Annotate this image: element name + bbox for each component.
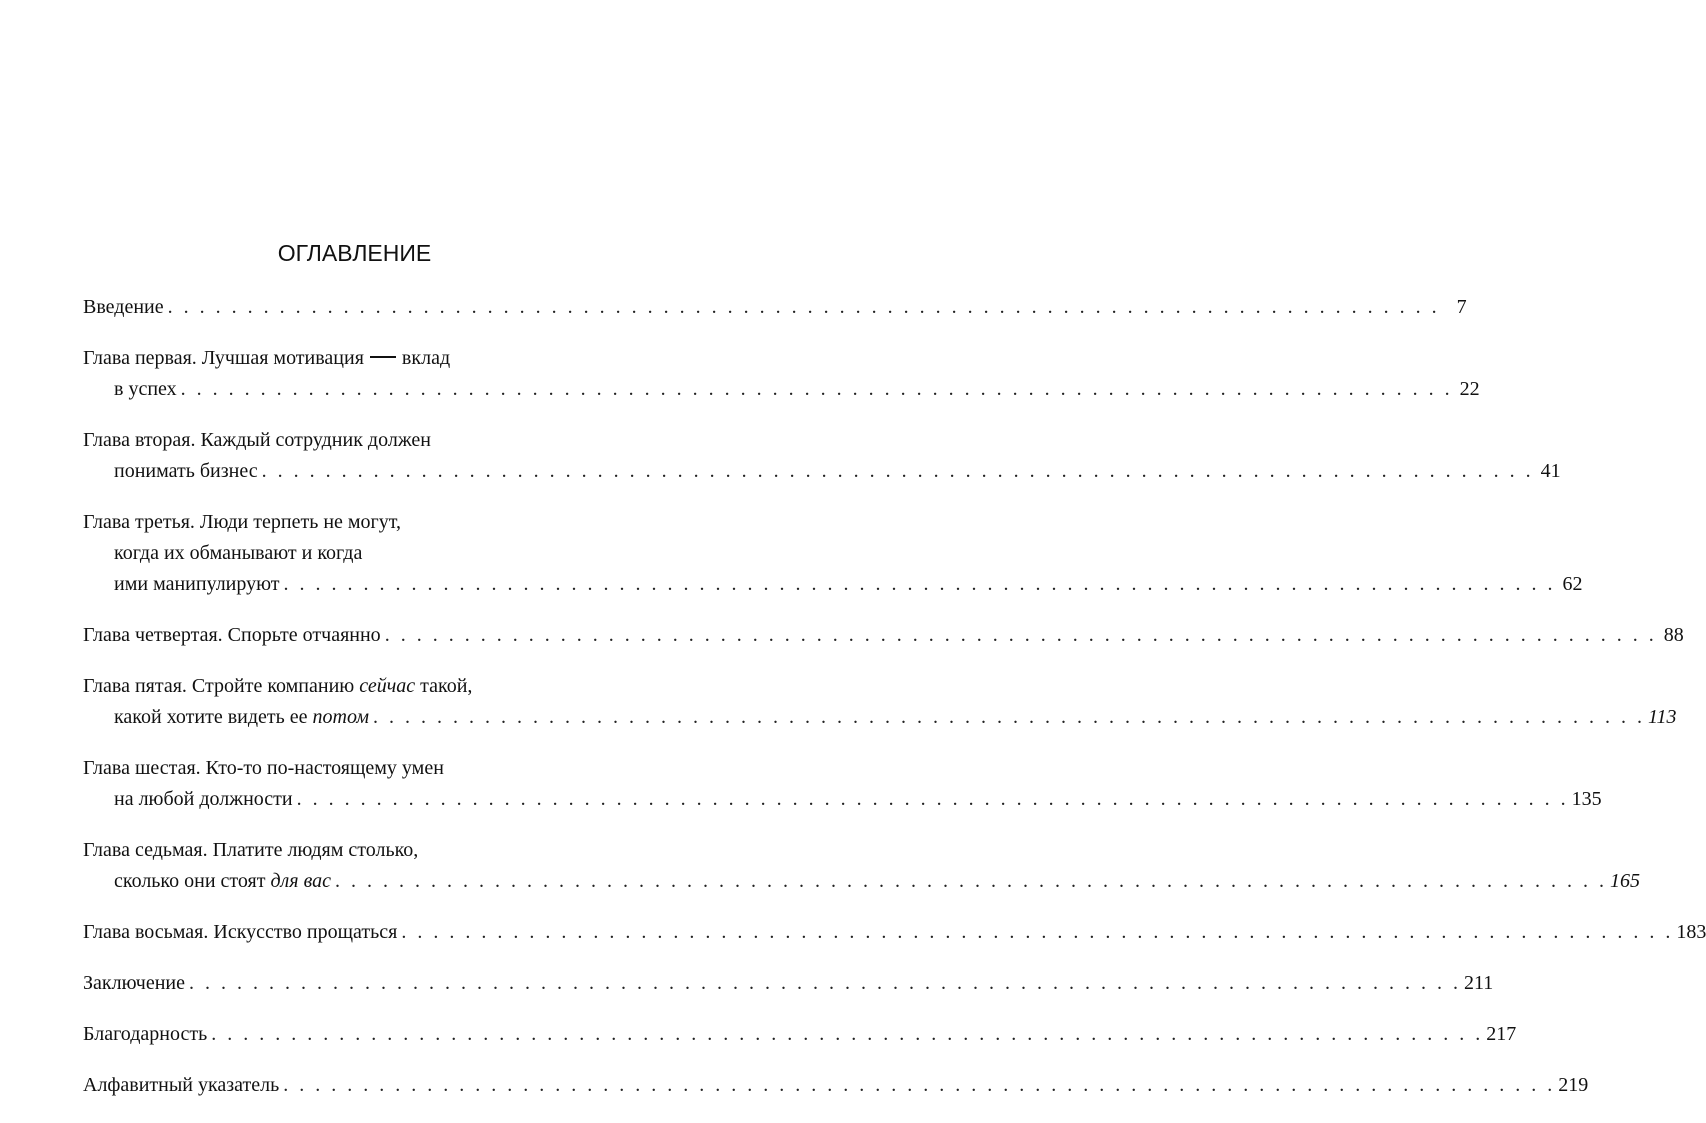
toc-text-part: какой хотите видеть ее	[114, 706, 313, 728]
toc-entry-line	[83, 866, 1640, 897]
toc-entry-text	[83, 343, 450, 374]
toc-entry-line	[83, 1070, 1589, 1101]
toc-entry-line	[83, 343, 581, 374]
toc-entry-text	[83, 917, 397, 948]
toc-entry-line	[83, 784, 1602, 815]
page-number: 88	[1663, 624, 1684, 646]
table-of-contents	[83, 292, 1706, 1121]
toc-entry[interactable]	[83, 968, 1494, 999]
toc-entry[interactable]	[83, 1070, 1589, 1101]
toc-entry-text	[83, 1070, 279, 1101]
toc-text-part: сейчас	[359, 675, 416, 697]
page-number: 219	[1558, 1074, 1589, 1096]
dot-leader: . . . . . . . . . . . . . . . . . . . . . . . . . . . . . . . . . . . . . . . . . . . . . . . . . . . . . . . . . . . . . . . . . . . . . . . . . . . . . . . .	[180, 378, 1453, 400]
toc-text-part: Глава четвертая. Спорьте отчаянно	[83, 624, 381, 646]
page-number: 113	[1648, 706, 1677, 728]
toc-entry-text	[83, 620, 381, 651]
toc-text-part: в успех	[114, 378, 177, 400]
toc-entry-line	[83, 507, 581, 538]
page-number: 217	[1486, 1023, 1517, 1045]
toc-entry-line	[83, 620, 1684, 651]
toc-entry-line	[83, 374, 1480, 405]
toc-entry-line	[83, 569, 1583, 600]
toc-text-part: вклад	[401, 347, 451, 369]
toc-text-part: Алфавитный указатель	[83, 1074, 280, 1096]
toc-entry-text	[83, 425, 431, 456]
toc-entry[interactable]	[83, 620, 1684, 651]
toc-text-part: понимать бизнес	[114, 460, 258, 482]
toc-entry-text	[83, 671, 472, 702]
dot-leader: . . . . . . . . . . . . . . . . . . . . . . . . . . . . . . . . . . . . . . . . . . . . . . . . . . . . . . . . . . . . . . . . . . . . . . . . . . . . . . . .	[283, 573, 1556, 595]
page-number: 135	[1571, 788, 1602, 810]
toc-entry-text	[114, 866, 331, 897]
toc-text-part: Глава шестая. Кто-то по-настоящему умен	[83, 757, 444, 779]
toc-entry[interactable]	[83, 507, 1583, 600]
toc-entry-text	[83, 835, 418, 866]
page-number: 62	[1562, 573, 1583, 595]
toc-text-part: Глава седьмая. Платите людям столько,	[83, 839, 419, 861]
toc-entry-line	[83, 292, 1467, 323]
toc-entry-text	[83, 507, 401, 538]
toc-entry-line	[83, 753, 581, 784]
dot-leader: . . . . . . . . . . . . . . . . . . . . . . . . . . . . . . . . . . . . . . . . . . . . . . . . . . . . . . . . . . . . . . . . . . . . . . . . . . . . . . . .	[384, 624, 1657, 646]
toc-entry-text	[83, 292, 164, 323]
toc-entry[interactable]	[83, 292, 1467, 323]
toc-entry-text	[83, 1019, 207, 1050]
dot-leader: . . . . . . . . . . . . . . . . . . . . . . . . . . . . . . . . . . . . . . . . . . . . . . . . . . . . . . . . . . . . . . . . . . . . . . . . . . . . . . . .	[167, 296, 1440, 318]
dot-leader: . . . . . . . . . . . . . . . . . . . . . . . . . . . . . . . . . . . . . . . . . . . . . . . . . . . . . . . . . . . . . . . . . . . . . . . . . . . . . . . .	[335, 870, 1607, 892]
toc-entry-line	[83, 456, 1561, 487]
dot-leader: . . . . . . . . . . . . . . . . . . . . . . . . . . . . . . . . . . . . . . . . . . . . . . . . . . . . . . . . . . . . . . . . . . . . . . . . . . . . . . . .	[261, 460, 1534, 482]
dot-leader: . . . . . . . . . . . . . . . . . . . . . . . . . . . . . . . . . . . . . . . . . . . . . . . . . . . . . . . . . . . . . . . . . . . . . . . . . . . . . . . .	[296, 788, 1569, 810]
toc-entry[interactable]	[83, 753, 1602, 815]
toc-text-part: сколько они стоят	[114, 870, 271, 892]
toc-entry-line	[83, 702, 1677, 733]
dot-leader: . . . . . . . . . . . . . . . . . . . . . . . . . . . . . . . . . . . . . . . . . . . . . . . . . . . . . . . . . . . . . . . . . . . . . . . . . . . . . . . .	[373, 706, 1645, 728]
toc-text-part: на любой должности	[114, 788, 293, 810]
dot-leader: . . . . . . . . . . . . . . . . . . . . . . . . . . . . . . . . . . . . . . . . . . . . . . . . . . . . . . . . . . . . . . . . . . . . . . . . . . . . . . . .	[283, 1074, 1556, 1096]
toc-text-part: такой,	[415, 675, 473, 697]
toc-text-part: Глава восьмая. Искусство прощаться	[83, 921, 398, 943]
toc-text-part: для вас	[270, 870, 331, 892]
toc-text-part: когда их обманывают и когда	[114, 542, 363, 564]
toc-text-part: Глава третья. Люди терпеть не могут,	[83, 511, 401, 533]
toc-entry[interactable]	[83, 425, 1561, 487]
page-number: 41	[1540, 460, 1561, 482]
toc-entry-line	[83, 835, 581, 866]
toc-entry-text	[114, 456, 258, 487]
toc-entry-text	[114, 374, 177, 405]
page-number: 22	[1459, 378, 1480, 400]
toc-entry-text	[114, 784, 293, 815]
toc-entry-text	[114, 702, 369, 733]
page-number: 7	[1456, 296, 1467, 318]
toc-text-part: Благодарность	[83, 1023, 208, 1045]
toc-entry-line	[83, 917, 1706, 948]
dot-leader: . . . . . . . . . . . . . . . . . . . . . . . . . . . . . . . . . . . . . . . . . . . . . . . . . . . . . . . . . . . . . . . . . . . . . . . . . . . . . . . .	[189, 972, 1461, 994]
toc-entry[interactable]	[83, 917, 1706, 948]
dot-leader: . . . . . . . . . . . . . . . . . . . . . . . . . . . . . . . . . . . . . . . . . . . . . . . . . . . . . . . . . . . . . . . . . . . . . . . . . . . . . . . .	[211, 1023, 1484, 1045]
page-number: 165	[1610, 870, 1640, 892]
toc-text-part: Глава вторая. Каждый сотрудник должен	[83, 429, 431, 451]
toc-entry[interactable]	[83, 343, 1480, 405]
dot-leader: . . . . . . . . . . . . . . . . . . . . . . . . . . . . . . . . . . . . . . . . . . . . . . . . . . . . . . . . . . . . . . . . . . . . . . . . . . . . . . . .	[401, 921, 1674, 943]
toc-entry-text	[114, 569, 280, 600]
toc-entry[interactable]	[83, 835, 1640, 897]
toc-entry[interactable]	[83, 1019, 1517, 1050]
toc-entry-line	[83, 425, 581, 456]
toc-entry-line	[83, 671, 581, 702]
toc-entry-line	[83, 538, 581, 569]
toc-text-part: Глава первая. Лучшая мотивация	[83, 347, 364, 369]
toc-text-part: Заключение	[83, 972, 185, 994]
toc-entry[interactable]	[83, 671, 1677, 733]
toc-entry-text	[83, 968, 185, 999]
toc-text-part: потом	[312, 706, 369, 728]
toc-text-part: ими манипулируют	[114, 573, 280, 595]
page-title: ОГЛАВЛЕНИЕ	[277, 240, 432, 266]
toc-entry-line	[83, 968, 1494, 999]
page-number: 183	[1676, 921, 1706, 943]
toc-entry-text	[83, 753, 444, 784]
em-dash	[370, 356, 396, 358]
page-number: 211	[1464, 972, 1494, 994]
toc-entry-line	[83, 1019, 1517, 1050]
toc-entry-text	[114, 538, 362, 569]
toc-text-part: Глава пятая. Стройте компанию	[83, 675, 360, 697]
toc-text-part: Введение	[83, 296, 164, 318]
